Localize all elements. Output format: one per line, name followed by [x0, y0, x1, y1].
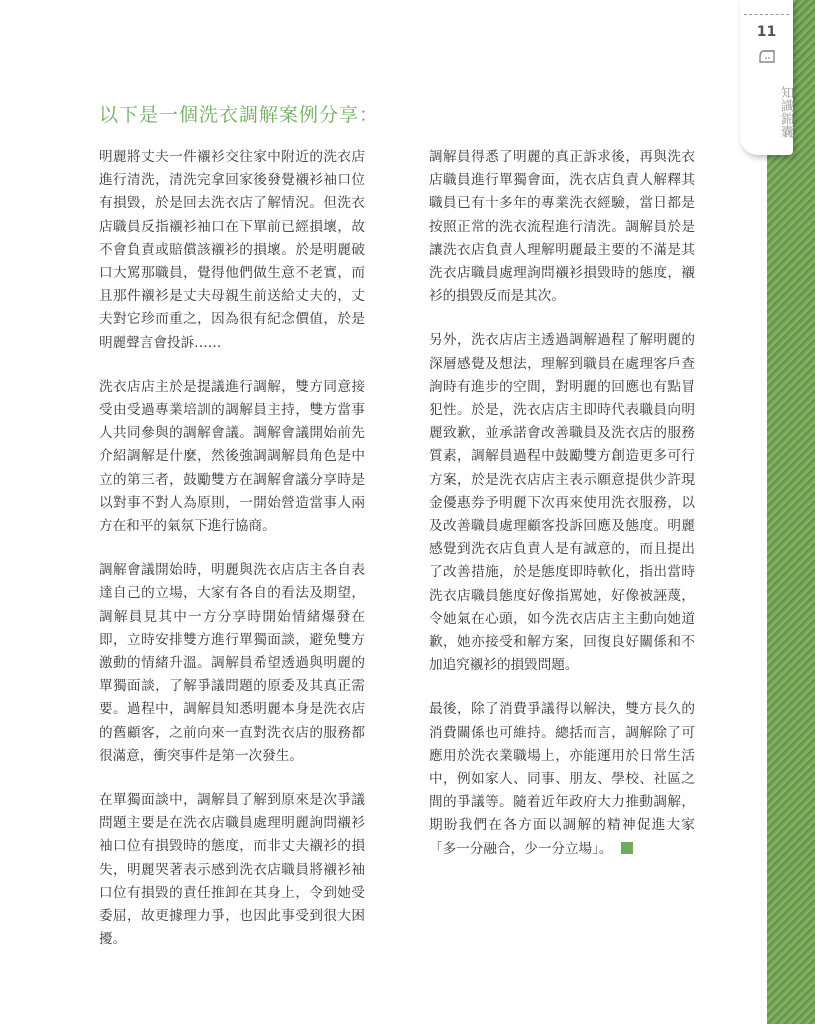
paragraph: 調解會議開始時，明麗與洗衣店店主各自表達自己的立場，大家有各自的看法及期望，調解員見其中一方分享時開始情緒爆發在即，立時安排雙方進行單獨面談，避免雙方激動的情緒升溫。調解員希望透過與明麗的單獨面談，了解爭議問題的原委及其真正需要。過程中，調解員知悉明麗本身是洗衣店的舊顧客，之前向來一直對洗衣店的服務都很滿意，衝突事件是第一次發生。 — [99, 562, 365, 764]
paragraph: 在單獨面談中，調解員了解到原來是次爭議問題主要是在洗衣店職員處理明麗詢問襯衫袖口位有損毀時的態度，而非丈夫襯衫的損失，明麗哭著表示感到洗衣店職員將襯衫袖口位有損毀的責任推卸在其身上，令到她受委屈，故更據理力爭，也因此事受到很大困擾。 — [99, 792, 365, 948]
end-mark-square — [621, 842, 633, 854]
page-number: 11 — [756, 24, 777, 40]
stitch-line — [744, 14, 789, 15]
paragraph: 另外，洗衣店店主透過調解過程了解明麗的深層感覺及想法，理解到職員在處理客戶查詢時有進步的空間，對明麗的回應也有點冒犯性。於是，洗衣店店主即時代表職員向明麗致歉，並承諾會改善職員及洗衣店的服務質素，調解員過程中鼓勵雙方創造更多可行方案，於是洗衣店店主表示願意提供少許現金優惠券予明麗下次再來使用洗衣服務，以及改善職員處理顧客投訴回應及態度。明麗感覺到洗衣店負責人是有誠意的，而且提出了改善措施，於是態度即時軟化，指出當時洗衣店職員態度好像指罵她，好像被誣蔑，令她氣在心頭，如今洗衣店店主主動向她道歉，她亦接受和解方案，回復良好關係和不加追究襯衫的損毀問題。 — [429, 332, 695, 674]
paragraph: 明麗將丈夫一件襯衫交往家中附近的洗衣店進行清洗，清洗完拿回家後發覺襯衫袖口位有損毀，於是回去洗衣店了解情況。但洗衣店職員反指襯衫袖口在下單前已經損壞，故不會負責或賠償該襯衫的損壞。於是明麗破口大罵那職員，覺得他們做生意不老實，而且那件襯衫是丈夫母親生前送給丈夫的，丈夫對它珍而重之，因為很有紀念價值，於是明麗聲言會投訴…… — [99, 149, 365, 351]
paragraph-text: 最後，除了消費爭議得以解決，雙方長久的消費關係也可維持。總括而言，調解除了可應用於洗衣業職場上，亦能運用於日常生活中，例如家人、同事、朋友、學校、社區之間的爭議等。隨着近年政府大力推動調解，期盼我們在各方面以調解的精神促進大家「多一分融合，少一分立場」。 — [429, 701, 695, 857]
section-heading: 以下是一個洗衣調解案例分享： — [99, 104, 380, 126]
left-column — [99, 146, 365, 973]
section-label: 知識錦囊 — [778, 86, 793, 138]
right-column — [429, 146, 695, 882]
paragraph-final — [429, 698, 695, 860]
paragraph: 洗衣店店主於是提議進行調解，雙方同意接受由受過專業培訓的調解員主持，雙方當事人共同參與的調解會議。調解會議開始前先介紹調解是什麼，然後強調調解員角色是中立的第三者，鼓勵雙方在調解會議分享時是以對事不對人為原則，一開始營造當事人兩方在和平的氣氛下進行協商。 — [99, 378, 365, 535]
iron-icon — [758, 48, 776, 64]
paragraph: 調解員得悉了明麗的真正訴求後，再與洗衣店職員進行單獨會面，洗衣店負責人解釋其職員已有十多年的專業洗衣經驗，當日都是按照正常的洗衣流程進行清洗。調解員於是讓洗衣店負責人理解明麗最主要的不滿是其洗衣店職員處理詢問襯衫損毀時的態度，襯衫的損毀反而是其次。 — [429, 149, 695, 305]
section-tab — [740, 0, 793, 155]
